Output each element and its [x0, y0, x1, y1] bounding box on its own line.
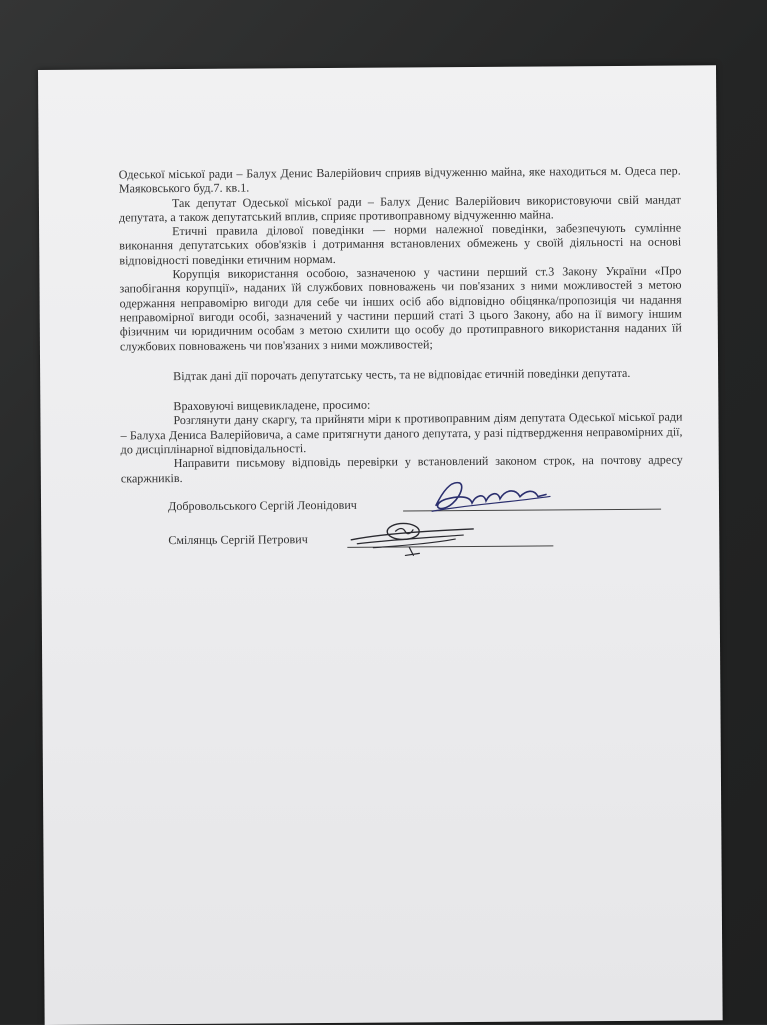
- signatory-name: Добровольського Сергій Леонідович: [167, 497, 357, 514]
- paragraph-honor: Відтак дані дії порочать депутатську честь, та не відповідає етичній поведінки депутата.: [173, 365, 631, 383]
- paragraph-request-intro: Враховуючі вищевикладене, просимо:: [173, 397, 371, 414]
- signature-mark-1: [426, 474, 576, 517]
- paragraph-corruption-definition: Корупція використання особою, зазначеною у частини перший ст.3 Закону України «Про запобігання корупції», наданих їй службових повноважень чи пов'язаних з ними можливостей з метою одержання неправомірю вигоди для себе чи інших осіб або відповідно обіцянка/пропозиція чи надання неправомірної вигоди особі, зазначений у частини перший статі 3 цього Закону, або на ії вимогу іншим фізичним чи юридичним особам з метою схилити що особу до протиправного використання наданих їй службових повноважень чи пов'язаних з ними можливостей;: [119, 263, 682, 353]
- document-page: [38, 65, 723, 1025]
- signatory-name: Смілянць Сергій Петрович: [168, 532, 308, 548]
- document-body: [119, 164, 684, 554]
- signature-row-2: [121, 529, 683, 553]
- signature-row-1: [121, 495, 683, 519]
- paragraph-request-reply: Направити письмову відповідь перевірки у встановлений законом строк, на почтову адресу скаржників.: [120, 452, 683, 486]
- paragraph-ethics-rules: Етичні правила ділової поведінки — норми належної поведінки, забезпечують сумлінне виконання депутатських обов'язків і дотримання встановлених обмежень у своїй діяльності на основі відповідності поведінки етичним нормам.: [119, 220, 682, 268]
- paragraph-mandate-use: Так депутат Одеської міської ради – Балух Денис Валерійович використовуючи свій мандат депутата, а також депутатський вплив, сприяє противоправному відчуженню майна.: [118, 192, 681, 225]
- paragraph-request-review: Розглянути дану скаргу, та прийняти міри к противоправним діям депутата Одеської міської ради – Балуха Дениса Валерійовича, а саме притягнути даного депутата, у разі підтвердження неправомірних дії, до дисціплінарної відповідальності.: [120, 409, 683, 457]
- signature-mark-2: [343, 517, 483, 562]
- paragraph-property-transfer: Одеської міської ради – Балух Денис Валерійович сприяв відчуженню майна, яке находиться м. Одеса пер. Маяковського буд.7. кв.1.: [118, 163, 681, 196]
